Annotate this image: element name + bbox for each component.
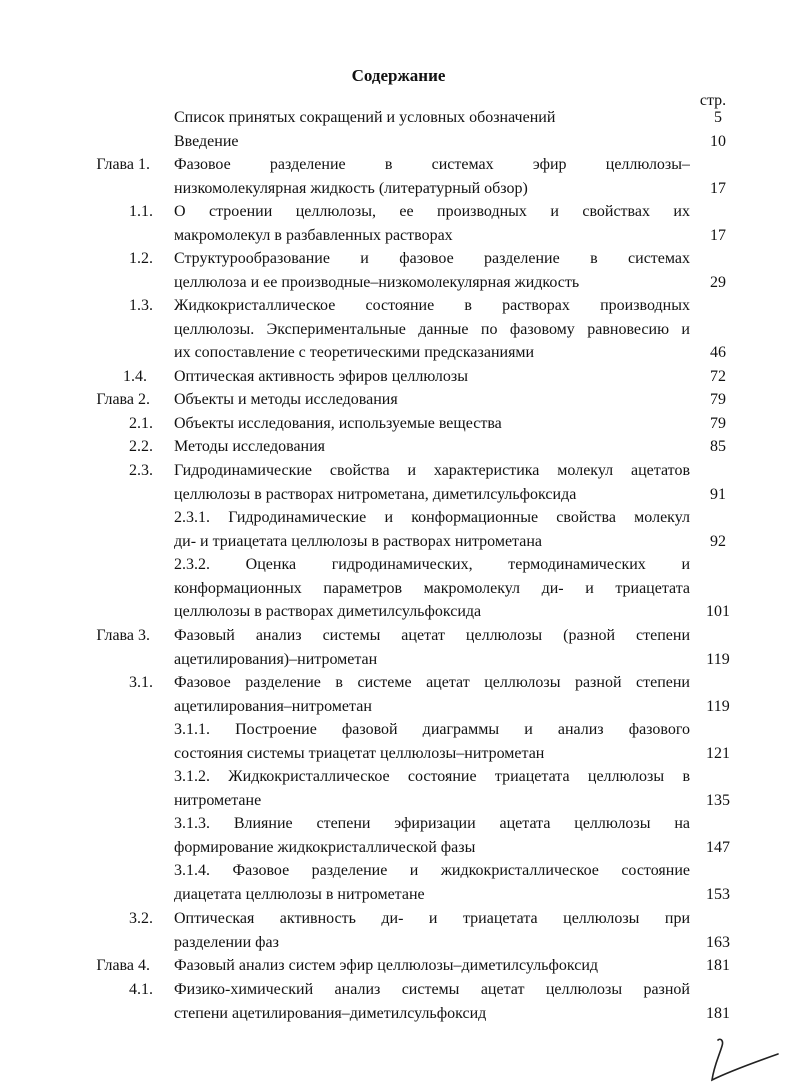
- page-number: 181: [706, 1004, 730, 1022]
- entry-line: диацетата целлюлозы в нитрометане: [174, 885, 425, 903]
- page-number: 29: [710, 273, 726, 291]
- entry-line: Оптическая активность эфиров целлюлозы: [174, 368, 468, 385]
- section-label: 2.3.: [129, 462, 153, 479]
- page-number: 17: [710, 179, 726, 197]
- page-title: Содержание: [351, 66, 446, 85]
- page-number: 101: [706, 603, 730, 620]
- entry-line: Список принятых сокращений и условных обозначений: [174, 109, 556, 126]
- entry-line: Объекты и методы исследования: [174, 391, 398, 408]
- section-label: 1.3.: [129, 297, 153, 314]
- page-number: 147: [706, 838, 730, 856]
- page-number: 46: [710, 344, 726, 361]
- chapter-label: Глава 1.: [96, 156, 150, 173]
- entry-line: целлюлозы в растворах нитрометана, диметилсульфоксида: [174, 485, 577, 503]
- chapter-label: Глава 4.: [96, 957, 150, 974]
- page-number: 181: [706, 957, 730, 974]
- entry-line: Фазовый анализ системы ацетат целлюлозы (разной степени: [174, 627, 690, 644]
- page-number: 163: [706, 933, 730, 951]
- entry-line: нитрометане: [174, 791, 262, 809]
- section-label: 1.2.: [129, 250, 153, 267]
- entry-line: 3.1.4. Фазовое разделение и жидкокристаллическое состояние: [174, 862, 690, 879]
- entry-line: Фазовое разделение в системе ацетат целлюлозы разной степени: [174, 674, 690, 691]
- entry-line: целлюлозы. Экспериментальные данные по фазовому равновесию и: [174, 320, 690, 338]
- entry-line: Структурообразование и фазовое разделение в системах: [174, 250, 690, 267]
- entry-line: конформационных параметров макромолекул ди- и триацетата: [174, 579, 690, 597]
- entry-line: их сопоставление с теоретическими предсказаниями: [174, 344, 535, 361]
- signature-mark: [704, 1036, 784, 1086]
- entry-line: формирование жидкокристаллической фазы: [174, 838, 476, 856]
- page-number: 72: [710, 368, 726, 385]
- section-label: 4.1.: [129, 981, 153, 998]
- page-number: 79: [710, 391, 726, 408]
- page-column-header: стр.: [699, 92, 727, 109]
- entry-line: целлюлозы в растворах диметилсульфоксида: [174, 603, 482, 620]
- section-label: 2.1.: [129, 415, 153, 432]
- section-label: 3.1.: [129, 674, 153, 691]
- entry-line: 3.1.2. Жидкокристаллическое состояние триацетата целлюлозы в: [174, 768, 690, 785]
- page-number: 135: [706, 791, 730, 809]
- entry-line: Объекты исследования, используемые вещества: [174, 415, 502, 432]
- entry-line: Методы исследования: [174, 438, 326, 455]
- entry-line: Жидкокристаллическое состояние в растворах производных: [174, 297, 690, 314]
- page-number: 153: [706, 885, 730, 903]
- section-label: 1.1.: [129, 203, 153, 220]
- page-number: 79: [710, 415, 726, 432]
- section-label: 3.2.: [129, 910, 153, 927]
- entry-line: Оптическая активность ди- и триацетата целлюлозы при: [174, 910, 690, 927]
- entry-line: Фазовый анализ систем эфир целлюлозы–диметилсульфоксид: [174, 957, 599, 974]
- chapter-label: Глава 3.: [96, 627, 150, 644]
- page-number: 91: [710, 485, 726, 503]
- entry-line: целлюлоза и ее производные–низкомолекулярная жидкость: [174, 273, 580, 291]
- entry-line: степени ацетилирования–диметилсульфоксид: [174, 1004, 487, 1022]
- entry-line: ацетилирования–нитрометан: [174, 697, 372, 715]
- entry-line: Введение: [174, 133, 239, 150]
- entry-line: Физико-химический анализ системы ацетат целлюлозы разной: [174, 981, 690, 998]
- entry-line: разделении фаз: [174, 933, 279, 951]
- page-number: 10: [710, 133, 726, 150]
- entry-line: 2.3.2. Оценка гидродинамических, термодинамических и: [174, 556, 690, 573]
- section-label: 1.4.: [123, 368, 147, 385]
- section-label: 2.2.: [129, 438, 153, 455]
- page-number: 119: [706, 697, 730, 715]
- entry-line: О строении целлюлозы, ее производных и свойствах их: [174, 203, 690, 220]
- entry-line: ацетилирования)–нитрометан: [174, 650, 378, 668]
- entry-line: Гидродинамические свойства и характеристика молекул ацетатов: [174, 462, 690, 479]
- page-number: 5: [714, 109, 722, 126]
- entry-line: 2.3.1. Гидродинамические и конформационные свойства молекул: [174, 509, 690, 526]
- chapter-label: Глава 2.: [96, 391, 150, 408]
- entry-line: макромолекул в разбавленных растворах: [174, 226, 453, 244]
- entry-line: низкомолекулярная жидкость (литературный обзор): [174, 179, 528, 197]
- entry-line: 3.1.1. Построение фазовой диаграммы и анализ фазового: [174, 721, 690, 738]
- page-number: 92: [710, 532, 726, 550]
- page-number: 17: [710, 226, 726, 244]
- page-number: 121: [706, 744, 730, 762]
- entry-line: состояния системы триацетат целлюлозы–нитрометан: [174, 744, 545, 762]
- page-number: 119: [706, 650, 730, 668]
- page-number: 85: [710, 438, 726, 455]
- entry-line: ди- и триацетата целлюлозы в растворах нитрометана: [174, 532, 542, 550]
- entry-line: 3.1.3. Влияние степени эфиризации ацетата целлюлозы на: [174, 815, 690, 832]
- entry-line: Фазовое разделение в системах эфир целлюлозы–: [174, 156, 690, 173]
